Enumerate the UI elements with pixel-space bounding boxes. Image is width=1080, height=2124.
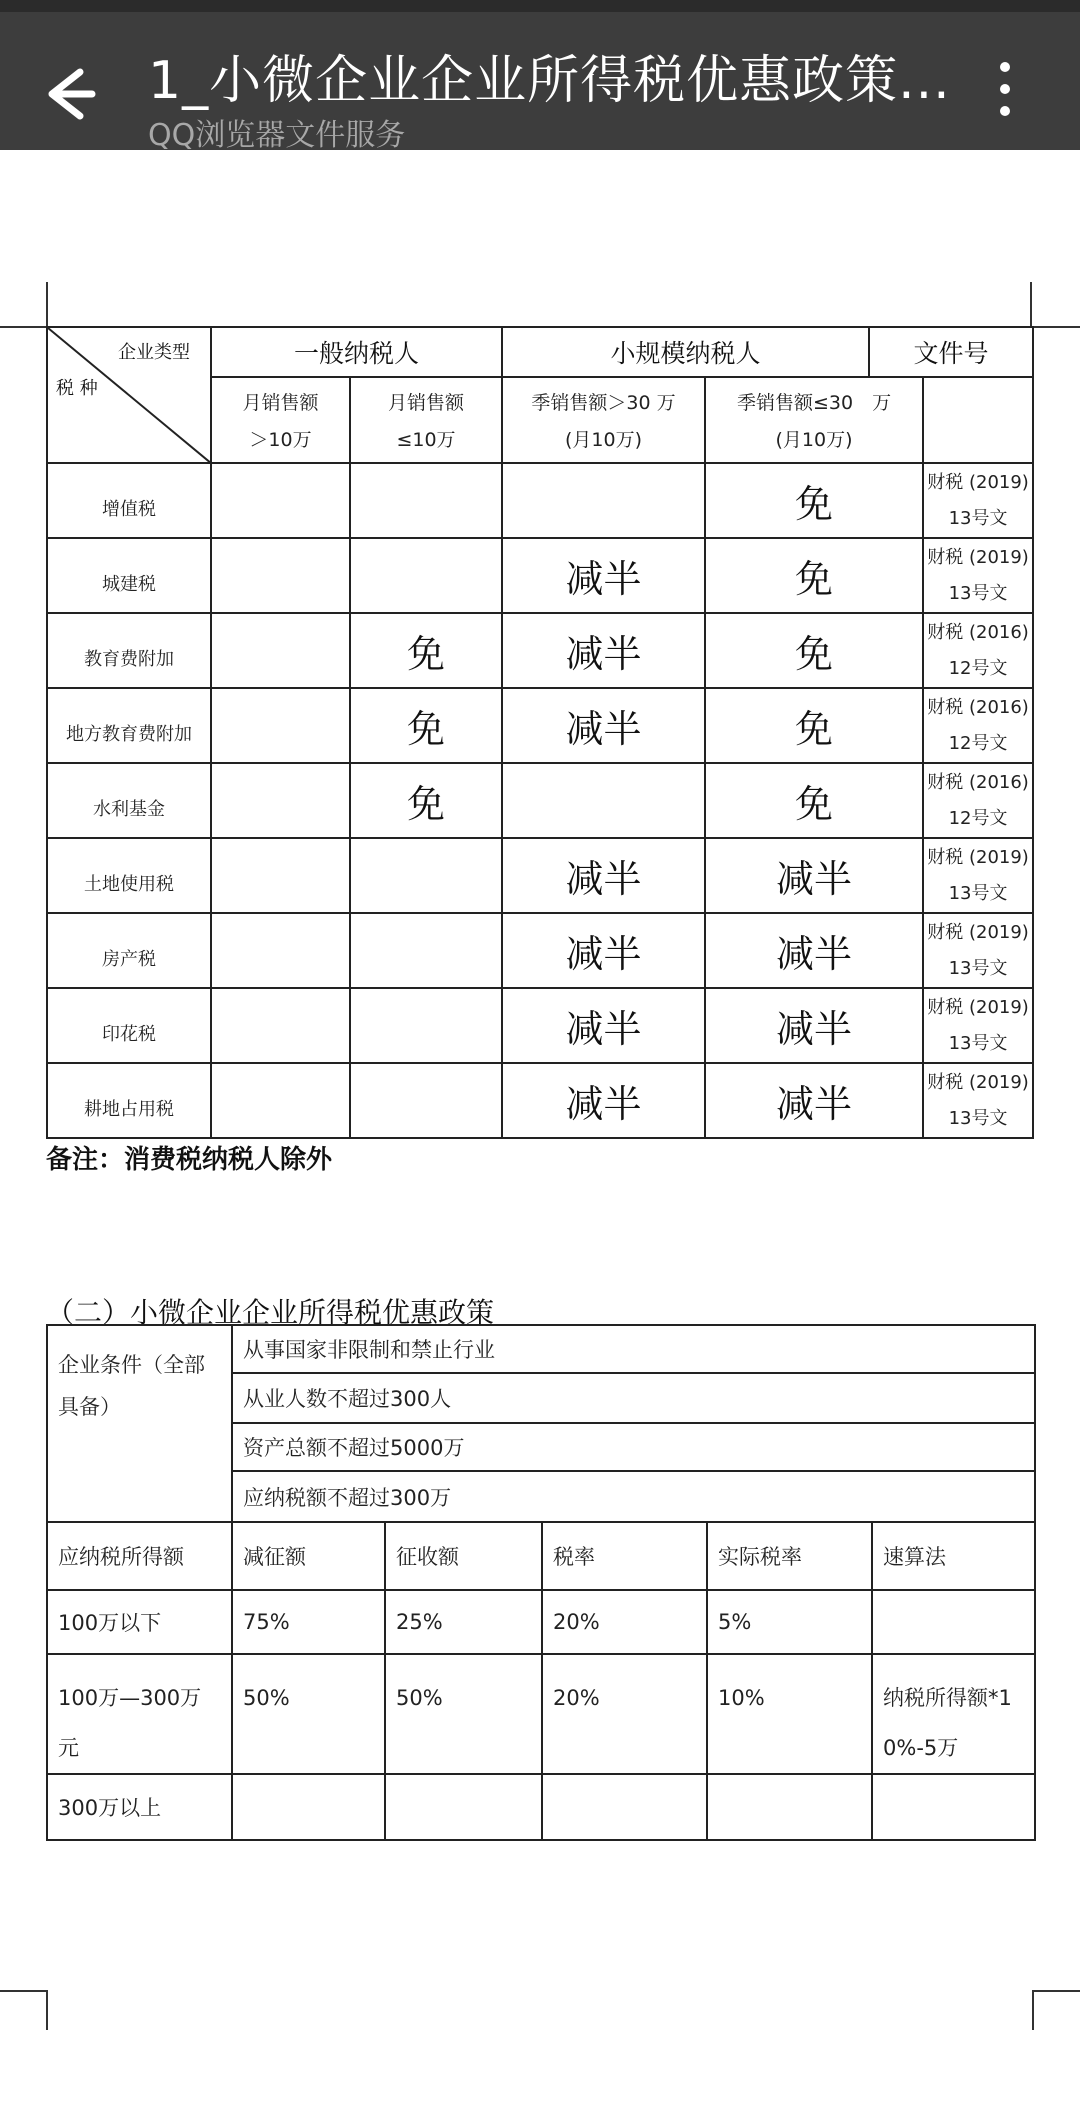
- table-row: [47, 688, 1033, 763]
- cell-general-under: 免: [350, 763, 502, 838]
- tax-name: 土地使用税: [47, 838, 211, 913]
- cell-general-over: [211, 688, 350, 763]
- cell: 75%: [232, 1590, 385, 1654]
- subheader-monthly-under-10w: 月销售额 ≤10万: [350, 377, 502, 463]
- cell-general-under: 免: [350, 688, 502, 763]
- subheader-quarterly-under-30w: 季销售额≤30 万 (月10万): [705, 377, 923, 463]
- header-general-taxpayer: 一般纳税人: [211, 327, 502, 377]
- cell: 100万—300万元: [47, 1654, 232, 1774]
- cell-general-under: [350, 838, 502, 913]
- cell: [872, 1774, 1035, 1840]
- cell-general-under: [350, 463, 502, 538]
- tax-name: 水利基金: [47, 763, 211, 838]
- doc-number: 财税 (2019) 13号文: [923, 838, 1033, 913]
- cell-general-under: [350, 988, 502, 1063]
- tax-name: 房产税: [47, 913, 211, 988]
- cell: 20%: [542, 1590, 707, 1654]
- cell-small-over: 减半: [502, 913, 705, 988]
- page-border-left: [46, 1990, 48, 2030]
- page-margin-mark: [1032, 1990, 1080, 1992]
- condition-item: 资产总额不超过5000万: [232, 1423, 1035, 1471]
- cell: 50%: [232, 1654, 385, 1774]
- cell-small-over: [502, 463, 705, 538]
- cell: 50%: [385, 1654, 542, 1774]
- header-reduction: 减征额: [232, 1522, 385, 1590]
- more-menu-button[interactable]: [990, 62, 1020, 132]
- cell-small-under: 减半: [705, 838, 923, 913]
- cell-general-over: [211, 1063, 350, 1138]
- table-note: 备注：消费税纳税人除外: [46, 1145, 333, 1175]
- tax-name: 耕地占用税: [47, 1063, 211, 1138]
- corner-label-tax-type: 税 种: [56, 378, 98, 399]
- table-row: [47, 838, 1033, 913]
- doc-number: 财税 (2019) 13号文: [923, 1063, 1033, 1138]
- table-row: [47, 763, 1033, 838]
- document-title: 1_小微企业企业所得税优惠政策...: [148, 51, 951, 111]
- tax-name: 教育费附加: [47, 613, 211, 688]
- cell: [872, 1590, 1035, 1654]
- table-corner-header: [47, 327, 211, 463]
- table-row: [47, 463, 1033, 538]
- cell: 25%: [385, 1590, 542, 1654]
- cell-small-under: 免: [705, 538, 923, 613]
- table-row: [47, 1654, 1035, 1774]
- table-row: [47, 913, 1033, 988]
- section-title: （二）小微企业企业所得税优惠政策: [46, 1296, 495, 1329]
- cell: 纳税所得额*10%-5万: [872, 1654, 1035, 1774]
- tax-name: 城建税: [47, 538, 211, 613]
- doc-number: 财税 (2019) 13号文: [923, 913, 1033, 988]
- tax-exemption-table: [46, 326, 1034, 1139]
- table-row: [47, 988, 1033, 1063]
- cell-small-over: [502, 763, 705, 838]
- doc-number: 财税 (2019) 13号文: [923, 538, 1033, 613]
- header-tax-rate: 税率: [542, 1522, 707, 1590]
- cell-general-over: [211, 988, 350, 1063]
- cell-small-under: 免: [705, 463, 923, 538]
- cell-general-over: [211, 763, 350, 838]
- condition-item: 从业人数不超过300人: [232, 1373, 1035, 1423]
- doc-number: 财税 (2016) 12号文: [923, 613, 1033, 688]
- cell-small-over: 减半: [502, 613, 705, 688]
- header-quick-calc: 速算法: [872, 1522, 1035, 1590]
- cell-general-over: [211, 838, 350, 913]
- table-row: [47, 1590, 1035, 1654]
- corner-label-enterprise-type: 企业类型: [118, 342, 190, 363]
- cell-small-over: 减半: [502, 1063, 705, 1138]
- cell-small-under: 减半: [705, 988, 923, 1063]
- page-margin-mark: [0, 1990, 46, 1992]
- policy-header-row: [47, 1522, 1035, 1590]
- cell-small-under: 免: [705, 688, 923, 763]
- header-small-taxpayer: 小规模纳税人: [502, 327, 869, 377]
- cell-general-under: [350, 538, 502, 613]
- table-row: [47, 613, 1033, 688]
- table-row: [47, 538, 1033, 613]
- page-margin-mark: [0, 326, 46, 328]
- cell-small-under: 免: [705, 613, 923, 688]
- condition-item: 应纳税额不超过300万: [232, 1471, 1035, 1522]
- condition-item: 从事国家非限制和禁止行业: [232, 1325, 1035, 1373]
- back-button[interactable]: [30, 54, 110, 134]
- cell: [542, 1774, 707, 1840]
- header-levied: 征收额: [385, 1522, 542, 1590]
- cell-small-under: 免: [705, 763, 923, 838]
- cell-general-under: 免: [350, 613, 502, 688]
- tax-name: 地方教育费附加: [47, 688, 211, 763]
- cell-small-over: 减半: [502, 538, 705, 613]
- tax-name: 印花税: [47, 988, 211, 1063]
- cell: 5%: [707, 1590, 872, 1654]
- cell-small-under: 减半: [705, 913, 923, 988]
- doc-number: 财税 (2019) 13号文: [923, 988, 1033, 1063]
- document-source: QQ浏览器文件服务: [148, 118, 406, 153]
- cell-small-over: 减半: [502, 988, 705, 1063]
- cell: 100万以下: [47, 1590, 232, 1654]
- page-border-right: [1030, 282, 1032, 326]
- more-vert-icon: [1000, 62, 1010, 72]
- back-arrow-icon: [30, 54, 110, 134]
- cell-small-over: 减半: [502, 688, 705, 763]
- table-row: [47, 1774, 1035, 1840]
- condition-label: 企业条件（全部具备）: [47, 1325, 232, 1522]
- cell-small-over: 减半: [502, 838, 705, 913]
- page-border-right: [1032, 1990, 1034, 2030]
- subheader-monthly-over-10w: 月销售额 ＞10万: [211, 377, 350, 463]
- cell-general-over: [211, 913, 350, 988]
- doc-number: 财税 (2016) 12号文: [923, 763, 1033, 838]
- cell-general-under: [350, 913, 502, 988]
- empty-cell: [923, 377, 1033, 463]
- header-effective-rate: 实际税率: [707, 1522, 872, 1590]
- cell: [232, 1774, 385, 1840]
- page-border-left: [46, 282, 48, 326]
- doc-number: 财税 (2019) 13号文: [923, 463, 1033, 538]
- tax-name: 增值税: [47, 463, 211, 538]
- income-tax-policy-table: [46, 1324, 1036, 1841]
- status-bar: [0, 0, 1080, 12]
- header-document-number: 文件号: [869, 327, 1033, 377]
- cell: [385, 1774, 542, 1840]
- cell-small-under: 减半: [705, 1063, 923, 1138]
- cell: [707, 1774, 872, 1840]
- top-app-bar: [0, 12, 1080, 153]
- cell: 20%: [542, 1654, 707, 1774]
- cell-general-over: [211, 538, 350, 613]
- cell-general-under: [350, 1063, 502, 1138]
- table-row: [47, 1063, 1033, 1138]
- cell-general-over: [211, 463, 350, 538]
- cell: 10%: [707, 1654, 872, 1774]
- cell-general-over: [211, 613, 350, 688]
- header-taxable-income: 应纳税所得额: [47, 1522, 232, 1590]
- cell: 300万以上: [47, 1774, 232, 1840]
- subheader-quarterly-over-30w: 季销售额＞30 万 (月10万): [502, 377, 705, 463]
- doc-number: 财税 (2016) 12号文: [923, 688, 1033, 763]
- page-margin-mark: [1032, 326, 1080, 328]
